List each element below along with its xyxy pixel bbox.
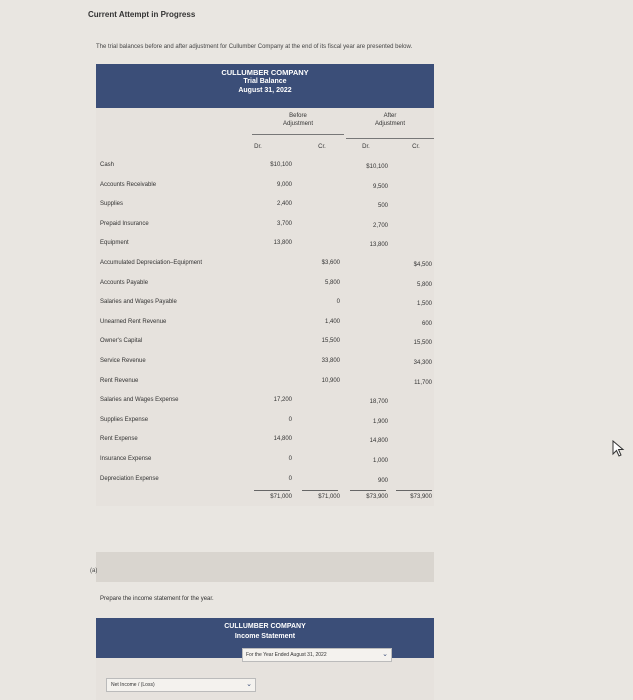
row-label: Salaries and Wages Payable <box>100 299 177 306</box>
cell-bdr: 13,800 <box>273 240 292 247</box>
row-label: Unearned Rent Revenue <box>100 318 167 325</box>
mouse-pointer-icon <box>612 440 626 458</box>
total-adr: $73,900 <box>366 494 388 500</box>
row-label: Rent Expense <box>100 436 138 443</box>
income-statement-panel <box>96 618 434 700</box>
cell-bdr: 0 <box>288 456 292 462</box>
row-label: Supplies Expense <box>100 416 149 423</box>
total-acr: $73,900 <box>410 494 432 500</box>
trial-balance-panel <box>96 64 434 506</box>
cell-adr: 9,500 <box>372 183 388 190</box>
cell-bdr: 0 <box>288 475 292 482</box>
cell-adr: 14,800 <box>369 438 388 445</box>
row-label: Depreciation Expense <box>100 475 159 482</box>
after-divider <box>346 138 434 139</box>
is-title: Income Statement <box>234 633 296 640</box>
cell-adr: 1,900 <box>372 418 388 425</box>
row-label: Owner's Capital <box>100 338 143 345</box>
net-income-select[interactable] <box>106 678 256 692</box>
tb-company: CULLUMBER COMPANY <box>221 68 309 77</box>
cell-adr: 500 <box>377 203 388 210</box>
before-cr-header: Cr. <box>318 144 326 150</box>
part-a-bar <box>96 552 434 582</box>
total-underline-bcr <box>302 490 338 491</box>
part-a-label: (a) <box>90 568 98 574</box>
trial-balance-header <box>96 64 434 108</box>
row-label: Accounts Payable <box>100 279 149 286</box>
total-bdr: $71,000 <box>270 494 292 500</box>
total-bcr: $71,000 <box>318 494 340 500</box>
cell-bcr: 15,500 <box>321 338 340 345</box>
period-select-value: For the Year Ended August 31, 2022 <box>246 652 327 658</box>
cell-bdr: $10,100 <box>270 162 292 168</box>
cell-acr: 1,500 <box>416 301 432 308</box>
net-income-select-value: Net Income / (Loss) <box>111 682 155 688</box>
cell-acr: 15,500 <box>413 340 432 347</box>
after-cr-header: Cr. <box>412 144 420 150</box>
page-title: Current Attempt in Progress <box>88 10 196 19</box>
row-label: Supplies <box>100 201 124 208</box>
total-underline-adr <box>350 490 386 491</box>
cell-bcr: 33,800 <box>321 358 340 364</box>
cell-bcr: 5,800 <box>324 279 340 286</box>
row-label: Insurance Expense <box>100 456 152 462</box>
tb-date: August 31, 2022 <box>238 87 292 94</box>
cell-adr: 13,800 <box>369 242 388 249</box>
before-divider <box>252 134 344 135</box>
row-label: Cash <box>100 162 115 168</box>
cell-adr: 2,700 <box>372 222 388 229</box>
cell-acr: 5,800 <box>416 281 432 288</box>
cell-bdr: 3,700 <box>276 220 292 227</box>
cell-bdr: 9,000 <box>276 181 292 188</box>
cell-adr: 1,000 <box>372 458 388 464</box>
row-label: Prepaid Insurance <box>100 220 149 227</box>
cell-bcr: 0 <box>336 299 340 306</box>
cell-adr: $10,100 <box>366 164 388 170</box>
cell-adr: 18,700 <box>369 399 388 406</box>
row-label: Accounts Receivable <box>100 181 157 188</box>
chevron-down-icon: ⌄ <box>246 681 252 688</box>
cell-bdr: 17,200 <box>273 397 292 404</box>
cell-bdr: 14,800 <box>273 436 292 443</box>
cell-bcr: 1,400 <box>324 318 340 325</box>
row-label: Service Revenue <box>100 358 146 364</box>
intro-text: The trial balances before and after adjustment for Cullumber Company at the end of its fiscal year are presented below. <box>96 44 413 50</box>
row-label: Equipment <box>100 240 129 247</box>
cell-bdr: 2,400 <box>276 201 292 208</box>
total-underline-acr <box>396 490 432 491</box>
after-adjustment-heading: After Adjustment <box>374 113 405 127</box>
total-underline-bdr <box>254 490 290 491</box>
cell-bdr: 0 <box>288 416 292 423</box>
row-label: Rent Revenue <box>100 377 139 384</box>
before-dr-header: Dr. <box>254 144 262 150</box>
row-label: Accumulated Depreciation–Equipment <box>100 260 203 266</box>
row-label: Salaries and Wages Expense <box>100 397 179 404</box>
cell-adr: 900 <box>377 477 388 484</box>
cell-acr: 34,300 <box>413 360 432 366</box>
instruction-text: Prepare the income statement for the year. <box>100 596 214 602</box>
tb-title: Trial Balance <box>243 78 287 85</box>
chevron-down-icon: ⌄ <box>382 651 388 658</box>
cell-acr: 600 <box>421 320 432 327</box>
cell-acr: 11,700 <box>414 379 432 386</box>
is-company: CULLUMBER COMPANY <box>224 623 306 630</box>
cell-bcr: $3,600 <box>321 260 340 266</box>
cell-bcr: 10,900 <box>321 377 340 384</box>
after-dr-header: Dr. <box>362 144 370 150</box>
period-select[interactable] <box>242 648 392 662</box>
cell-acr: $4,500 <box>413 262 432 268</box>
before-adjustment-heading: Before Adjustment <box>282 113 313 127</box>
